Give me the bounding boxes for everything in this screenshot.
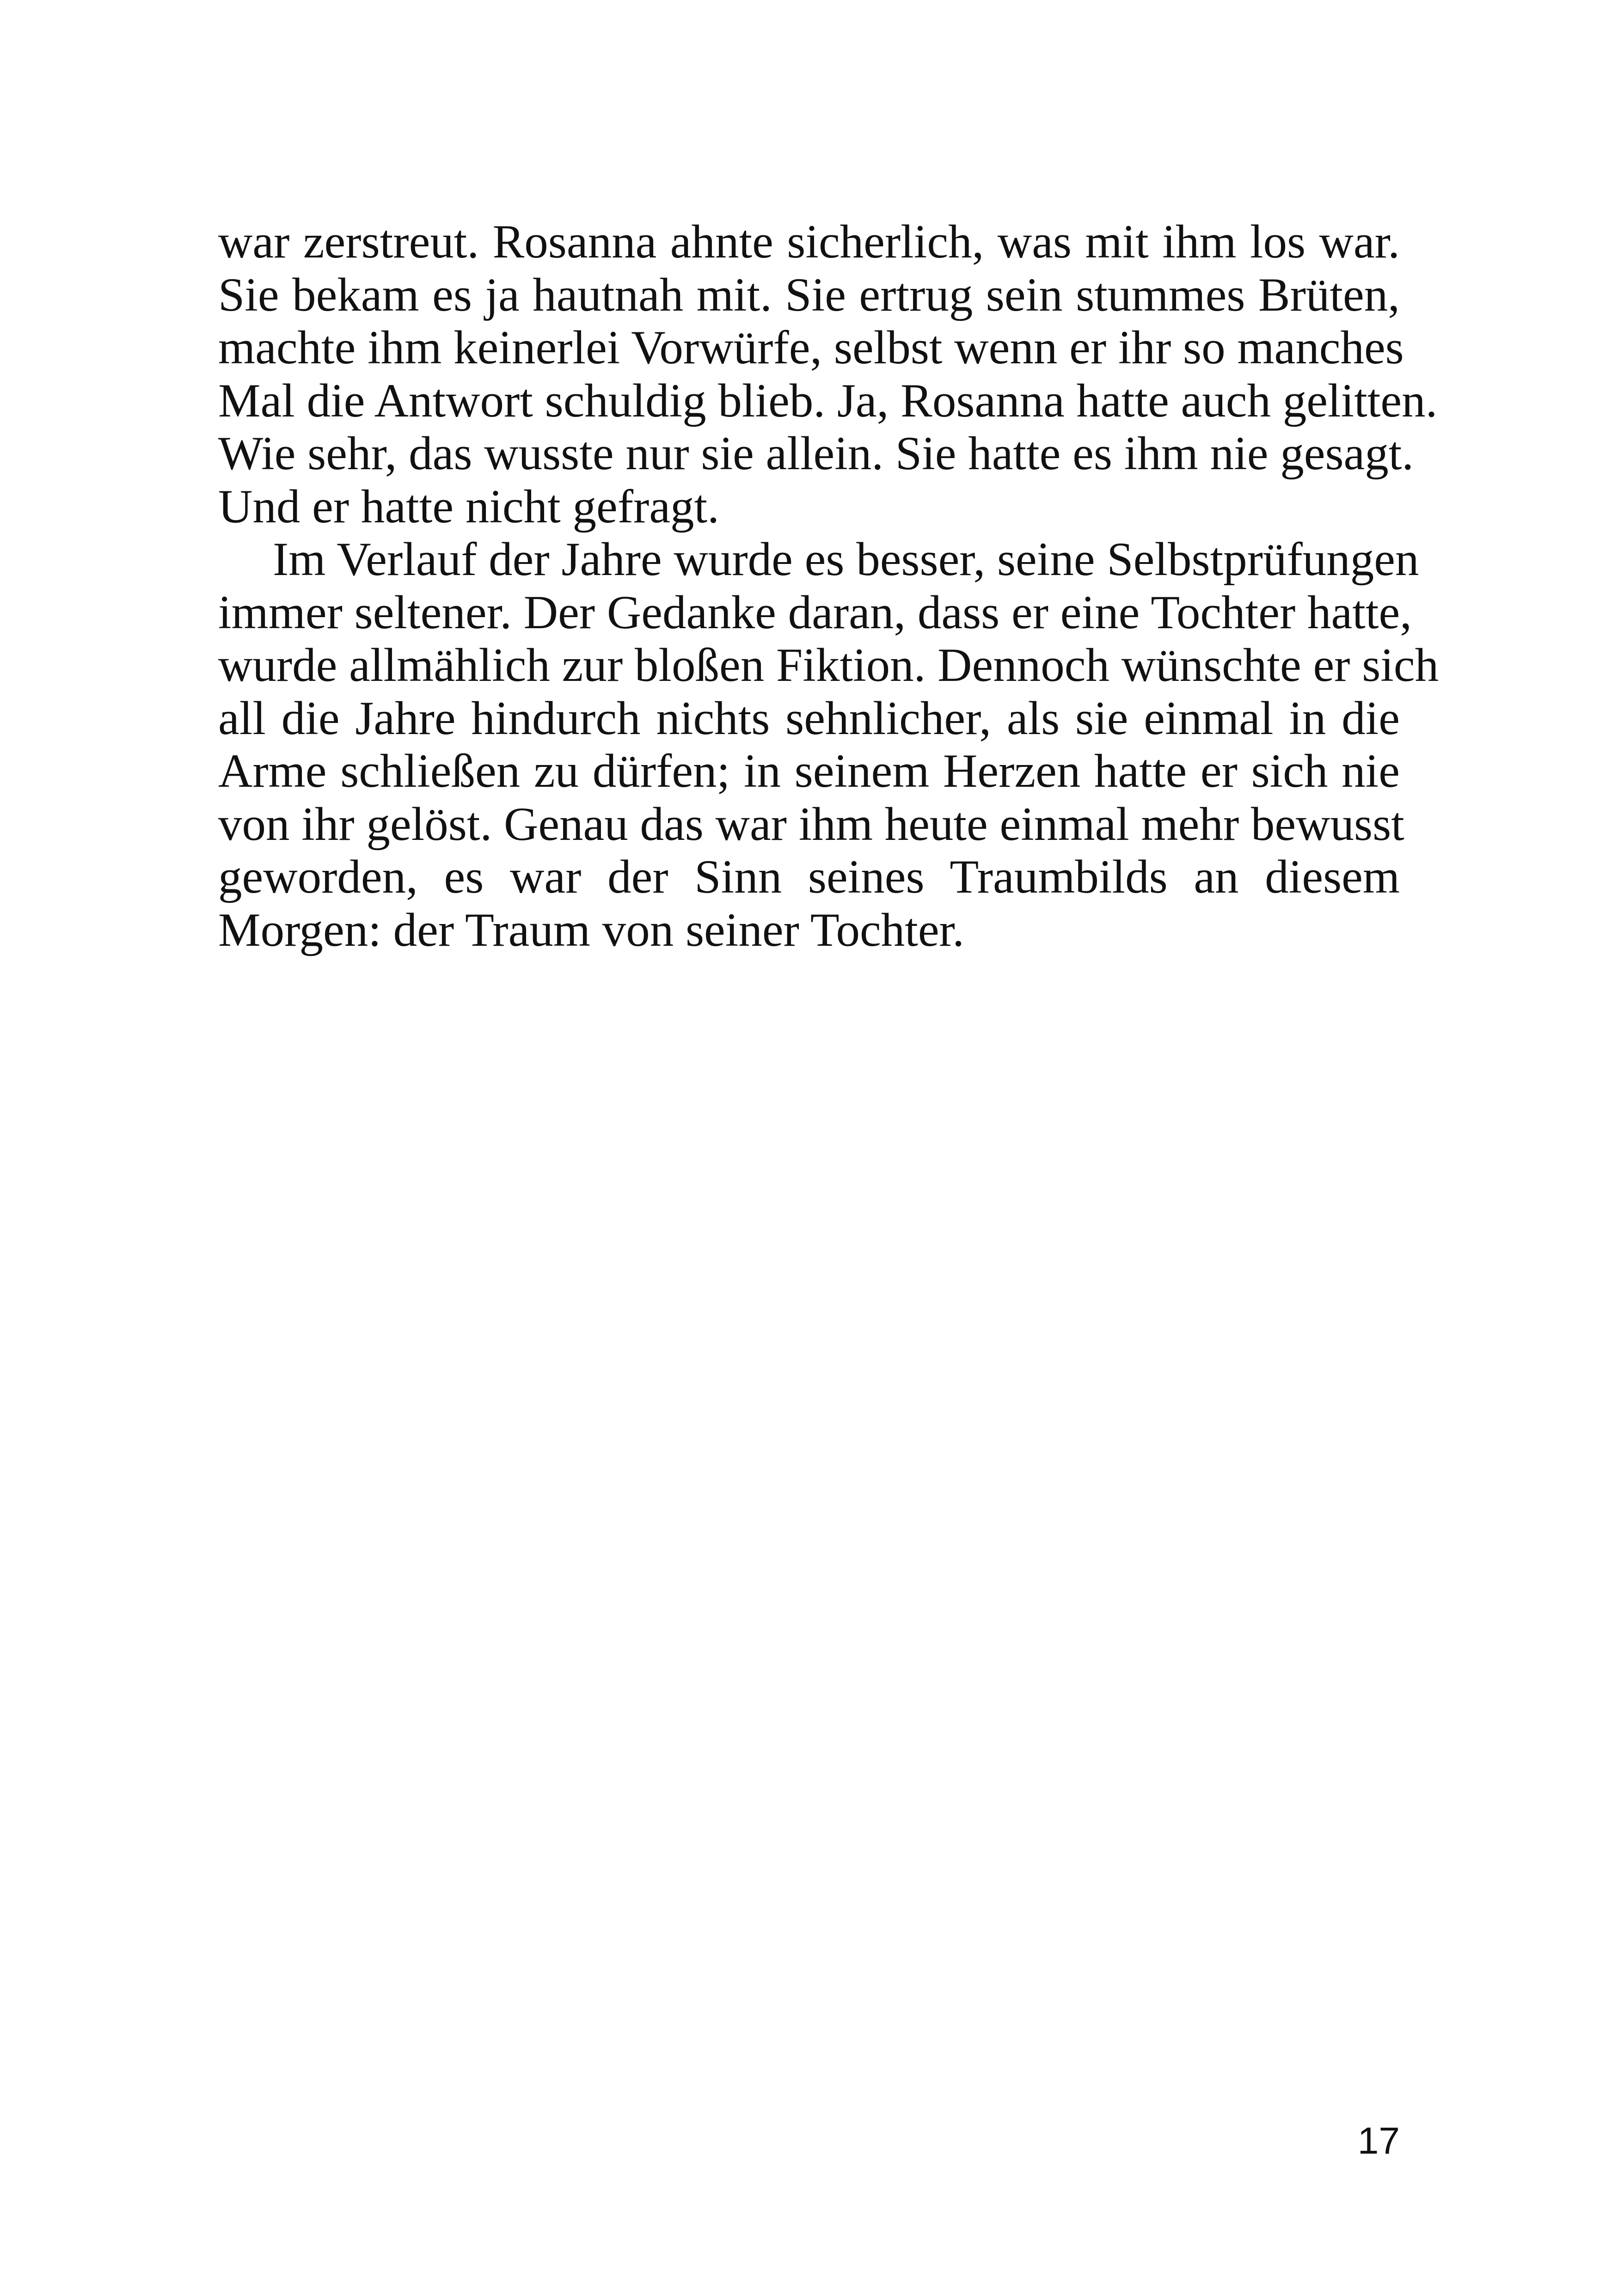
text-line: geworden, es war der Sinn seines Traumbilds an diesem — [218, 851, 1400, 903]
text-line: von ihr gelöst. Genau das war ihm heute einmal mehr bewusst — [218, 797, 1404, 851]
text-line: Und er hatte nicht gefragt. — [218, 480, 719, 533]
text-line: Arme schließen zu dürfen; in seinem Herzen hatte er sich nie — [218, 745, 1400, 797]
paragraph-1 — [218, 215, 1438, 533]
text-line: Mal die Antwort schuldig blieb. Ja, Rosanna hatte auch gelitten. — [218, 374, 1438, 427]
text-line: war zerstreut. Rosanna ahnte sicherlich, was mit ihm los war. — [218, 215, 1400, 268]
text-line: Im Verlauf der Jahre wurde es besser, seine Selbstprüfungen — [273, 533, 1419, 586]
body-text — [218, 215, 1439, 956]
text-line: wurde allmählich zur bloßen Fiktion. Dennoch wünschte er sich — [218, 639, 1439, 692]
text-line: Sie bekam es ja hautnah mit. Sie ertrug sein stummes Brüten, — [218, 268, 1400, 321]
text-line: Wie sehr, das wusste nur sie allein. Sie hatte es ihm nie gesagt. — [218, 427, 1414, 480]
text-line: Morgen: der Traum von seiner Tochter. — [218, 903, 964, 956]
text-line: machte ihm keinerlei Vorwürfe, selbst wenn er ihr so manches — [218, 321, 1404, 374]
text-line: all die Jahre hindurch nichts sehnlicher, als sie einmal in die — [218, 692, 1400, 745]
page-number: 17 — [1357, 2120, 1400, 2162]
text-line: immer seltener. Der Gedanke daran, dass er eine Tochter hatte, — [218, 586, 1412, 639]
paragraph-2 — [218, 533, 1439, 956]
